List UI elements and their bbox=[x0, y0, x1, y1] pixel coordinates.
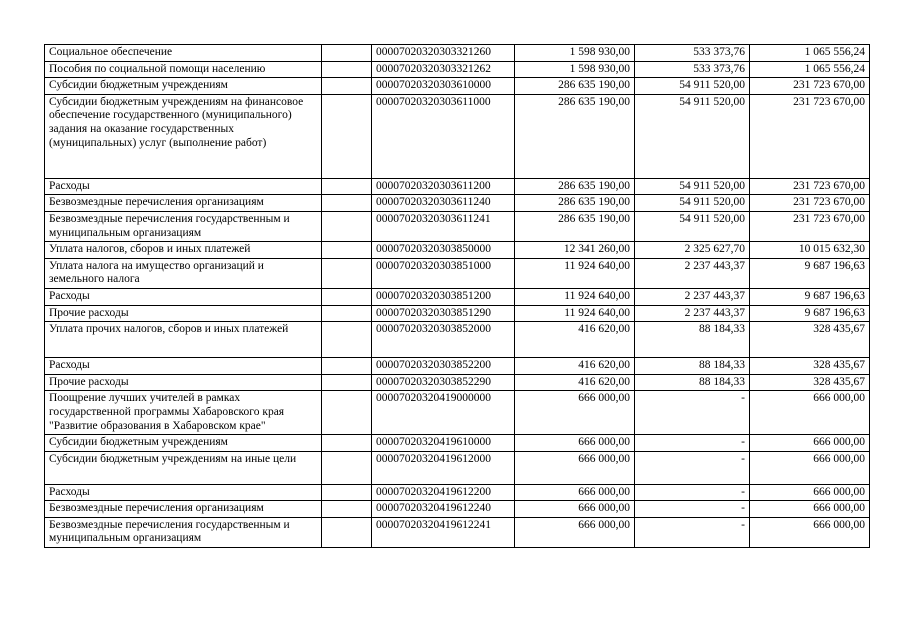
table-row bbox=[45, 178, 870, 195]
row-blank-cell bbox=[322, 288, 372, 305]
table-row bbox=[45, 61, 870, 78]
table-row bbox=[45, 94, 870, 178]
row-value-3: 666 000,00 bbox=[750, 501, 870, 518]
row-name: Прочие расходы bbox=[45, 374, 322, 391]
row-code: 00007020320303852200 bbox=[372, 358, 515, 375]
row-value-1: 666 000,00 bbox=[515, 451, 635, 484]
row-value-2: - bbox=[635, 501, 750, 518]
table-row bbox=[45, 322, 870, 358]
row-blank-cell bbox=[322, 195, 372, 212]
row-value-1: 416 620,00 bbox=[515, 358, 635, 375]
row-value-2: 2 325 627,70 bbox=[635, 242, 750, 259]
row-value-2: 54 911 520,00 bbox=[635, 178, 750, 195]
row-value-3: 9 687 196,63 bbox=[750, 288, 870, 305]
row-code: 00007020320303851000 bbox=[372, 258, 515, 288]
row-code: 00007020320303321260 bbox=[372, 45, 515, 62]
table-row bbox=[45, 242, 870, 259]
row-blank-cell bbox=[322, 517, 372, 547]
row-value-2: - bbox=[635, 517, 750, 547]
row-code: 00007020320303611241 bbox=[372, 211, 515, 241]
table-row bbox=[45, 288, 870, 305]
row-blank-cell bbox=[322, 211, 372, 241]
row-value-3: 328 435,67 bbox=[750, 358, 870, 375]
row-value-2: 2 237 443,37 bbox=[635, 258, 750, 288]
row-blank-cell bbox=[322, 374, 372, 391]
row-value-3: 231 723 670,00 bbox=[750, 211, 870, 241]
row-value-3: 666 000,00 bbox=[750, 391, 870, 435]
row-blank-cell bbox=[322, 435, 372, 452]
row-blank-cell bbox=[322, 258, 372, 288]
row-blank-cell bbox=[322, 94, 372, 178]
row-blank-cell bbox=[322, 178, 372, 195]
row-code: 00007020320419000000 bbox=[372, 391, 515, 435]
row-value-3: 666 000,00 bbox=[750, 517, 870, 547]
row-value-3: 328 435,67 bbox=[750, 374, 870, 391]
row-blank-cell bbox=[322, 501, 372, 518]
row-value-3: 328 435,67 bbox=[750, 322, 870, 358]
row-name: Субсидии бюджетным учреждениям bbox=[45, 435, 322, 452]
table-row bbox=[45, 258, 870, 288]
row-blank-cell bbox=[322, 305, 372, 322]
row-blank-cell bbox=[322, 322, 372, 358]
row-code: 00007020320303611200 bbox=[372, 178, 515, 195]
row-code: 00007020320303611000 bbox=[372, 94, 515, 178]
row-value-1: 666 000,00 bbox=[515, 501, 635, 518]
row-value-3: 231 723 670,00 bbox=[750, 195, 870, 212]
row-value-2: 54 911 520,00 bbox=[635, 211, 750, 241]
row-name: Субсидии бюджетным учреждениям bbox=[45, 78, 322, 95]
row-code: 00007020320303611240 bbox=[372, 195, 515, 212]
row-value-1: 416 620,00 bbox=[515, 374, 635, 391]
row-blank-cell bbox=[322, 451, 372, 484]
table-row bbox=[45, 435, 870, 452]
row-value-3: 1 065 556,24 bbox=[750, 45, 870, 62]
row-name: Пособия по социальной помощи населению bbox=[45, 61, 322, 78]
row-value-1: 286 635 190,00 bbox=[515, 195, 635, 212]
row-code: 00007020320303851290 bbox=[372, 305, 515, 322]
row-value-2: - bbox=[635, 484, 750, 501]
table-row bbox=[45, 484, 870, 501]
row-value-2: 2 237 443,37 bbox=[635, 288, 750, 305]
row-code: 00007020320419612000 bbox=[372, 451, 515, 484]
table-row bbox=[45, 517, 870, 547]
row-value-2: 533 373,76 bbox=[635, 45, 750, 62]
row-code: 00007020320303851200 bbox=[372, 288, 515, 305]
row-name: Расходы bbox=[45, 288, 322, 305]
row-name: Безвозмездные перечисления государственным и муниципальным организациям bbox=[45, 517, 322, 547]
row-value-2: 54 911 520,00 bbox=[635, 78, 750, 95]
row-code: 00007020320419612200 bbox=[372, 484, 515, 501]
row-value-2: 88 184,33 bbox=[635, 374, 750, 391]
row-name: Уплата налога на имущество организаций и земельного налога bbox=[45, 258, 322, 288]
table-row bbox=[45, 305, 870, 322]
row-value-3: 1 065 556,24 bbox=[750, 61, 870, 78]
row-value-3: 10 015 632,30 bbox=[750, 242, 870, 259]
row-name: Расходы bbox=[45, 358, 322, 375]
row-code: 00007020320303852290 bbox=[372, 374, 515, 391]
row-code: 00007020320419610000 bbox=[372, 435, 515, 452]
row-code: 00007020320419612240 bbox=[372, 501, 515, 518]
table-row bbox=[45, 451, 870, 484]
table-row bbox=[45, 195, 870, 212]
table-row bbox=[45, 78, 870, 95]
table-row bbox=[45, 358, 870, 375]
row-value-3: 9 687 196,63 bbox=[750, 258, 870, 288]
row-value-1: 666 000,00 bbox=[515, 484, 635, 501]
row-value-1: 666 000,00 bbox=[515, 391, 635, 435]
row-value-1: 11 924 640,00 bbox=[515, 258, 635, 288]
row-name: Расходы bbox=[45, 484, 322, 501]
row-value-1: 666 000,00 bbox=[515, 517, 635, 547]
row-name: Субсидии бюджетным учреждениям на иные цели bbox=[45, 451, 322, 484]
row-value-2: 533 373,76 bbox=[635, 61, 750, 78]
row-blank-cell bbox=[322, 45, 372, 62]
row-blank-cell bbox=[322, 78, 372, 95]
row-value-1: 12 341 260,00 bbox=[515, 242, 635, 259]
row-value-1: 11 924 640,00 bbox=[515, 288, 635, 305]
row-value-2: 88 184,33 bbox=[635, 322, 750, 358]
table-row bbox=[45, 501, 870, 518]
row-blank-cell bbox=[322, 61, 372, 78]
row-name: Безвозмездные перечисления организациям bbox=[45, 501, 322, 518]
row-value-1: 286 635 190,00 bbox=[515, 78, 635, 95]
row-value-2: - bbox=[635, 451, 750, 484]
row-code: 00007020320303852000 bbox=[372, 322, 515, 358]
row-code: 00007020320419612241 bbox=[372, 517, 515, 547]
row-name: Субсидии бюджетным учреждениям на финансовое обеспечение государственного (муниципального) задания на оказание государственных (муниципальных) услуг (выполнение работ) bbox=[45, 94, 322, 178]
row-value-2: 54 911 520,00 bbox=[635, 195, 750, 212]
row-code: 00007020320303321262 bbox=[372, 61, 515, 78]
row-value-2: 2 237 443,37 bbox=[635, 305, 750, 322]
row-value-3: 231 723 670,00 bbox=[750, 178, 870, 195]
budget-table bbox=[44, 44, 870, 548]
row-value-3: 666 000,00 bbox=[750, 451, 870, 484]
row-value-1: 1 598 930,00 bbox=[515, 45, 635, 62]
row-blank-cell bbox=[322, 391, 372, 435]
row-value-1: 1 598 930,00 bbox=[515, 61, 635, 78]
row-value-1: 286 635 190,00 bbox=[515, 178, 635, 195]
row-blank-cell bbox=[322, 484, 372, 501]
row-value-3: 9 687 196,63 bbox=[750, 305, 870, 322]
row-name: Поощрение лучших учителей в рамках государственной программы Хабаровского края "Развитие образования в Хабаровском крае" bbox=[45, 391, 322, 435]
row-value-3: 666 000,00 bbox=[750, 484, 870, 501]
row-value-2: 54 911 520,00 bbox=[635, 94, 750, 178]
row-name: Социальное обеспечение bbox=[45, 45, 322, 62]
row-name: Расходы bbox=[45, 178, 322, 195]
row-value-1: 666 000,00 bbox=[515, 435, 635, 452]
row-value-1: 11 924 640,00 bbox=[515, 305, 635, 322]
row-code: 00007020320303850000 bbox=[372, 242, 515, 259]
row-blank-cell bbox=[322, 242, 372, 259]
row-value-2: 88 184,33 bbox=[635, 358, 750, 375]
row-value-1: 416 620,00 bbox=[515, 322, 635, 358]
row-value-1: 286 635 190,00 bbox=[515, 94, 635, 178]
row-code: 00007020320303610000 bbox=[372, 78, 515, 95]
table-row bbox=[45, 211, 870, 241]
table-row bbox=[45, 374, 870, 391]
row-value-2: - bbox=[635, 435, 750, 452]
row-value-3: 666 000,00 bbox=[750, 435, 870, 452]
row-blank-cell bbox=[322, 358, 372, 375]
row-value-1: 286 635 190,00 bbox=[515, 211, 635, 241]
row-value-3: 231 723 670,00 bbox=[750, 78, 870, 95]
row-name: Безвозмездные перечисления организациям bbox=[45, 195, 322, 212]
row-name: Уплата прочих налогов, сборов и иных платежей bbox=[45, 322, 322, 358]
row-value-3: 231 723 670,00 bbox=[750, 94, 870, 178]
table-row bbox=[45, 391, 870, 435]
row-name: Безвозмездные перечисления государственным и муниципальным организациям bbox=[45, 211, 322, 241]
row-name: Прочие расходы bbox=[45, 305, 322, 322]
row-name: Уплата налогов, сборов и иных платежей bbox=[45, 242, 322, 259]
row-value-2: - bbox=[635, 391, 750, 435]
budget-table-body bbox=[45, 45, 870, 548]
table-row bbox=[45, 45, 870, 62]
